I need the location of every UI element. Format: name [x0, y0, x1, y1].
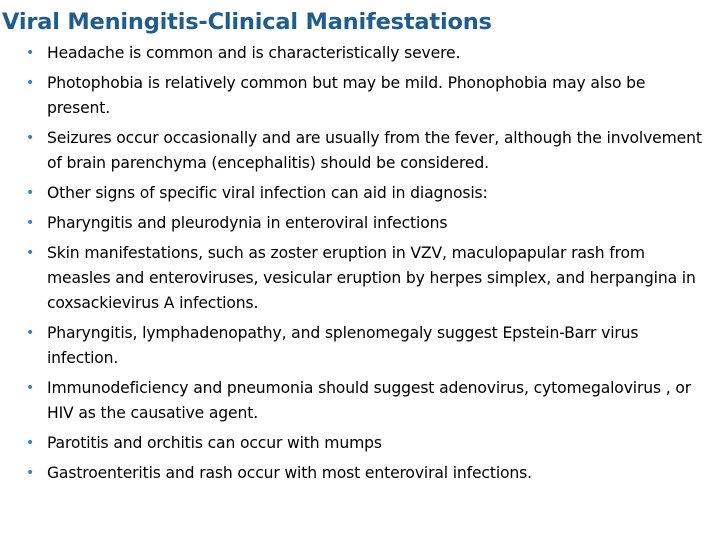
bullet-item — [26, 41, 706, 66]
bullet-dot-icon: • — [26, 465, 35, 481]
bullet-item — [26, 431, 706, 456]
bullet-dot-icon: • — [26, 380, 35, 396]
bullet-dot-icon: • — [26, 75, 35, 91]
bullet-dot-icon: • — [26, 435, 35, 451]
bullet-dot-icon: • — [26, 325, 35, 341]
bullet-dot-icon: • — [26, 45, 35, 61]
bullet-text: Skin manifestations, such as zoster eruption in VZV, maculopapular rash from measles and enteroviruses, vesicular eruption by herpes simplex, and herpangina in coxsackievirus A infections. — [47, 244, 696, 312]
bullet-dot-icon: • — [26, 130, 35, 146]
bullet-text: Pharyngitis, lymphadenopathy, and splenomegaly suggest Epstein-Barr virus infection. — [47, 324, 639, 367]
bullet-item — [26, 376, 706, 426]
bullet-item — [26, 321, 706, 371]
slide-title: Viral Meningitis-Clinical Manifestations — [2, 9, 492, 35]
bullet-item — [26, 71, 706, 121]
bullet-text: Other signs of specific viral infection can aid in diagnosis: — [47, 184, 488, 202]
bullet-text: Pharyngitis and pleurodynia in enteroviral infections — [47, 214, 448, 232]
bullet-item — [26, 181, 706, 206]
bullet-text: Headache is common and is characteristically severe. — [47, 44, 461, 62]
bullet-text: Photophobia is relatively common but may be mild. Phonophobia may also be present. — [47, 74, 646, 117]
bullet-dot-icon: • — [26, 215, 35, 231]
bullet-text: Seizures occur occasionally and are usually from the fever, although the involvement of brain parenchyma (encephalitis) should be considered. — [47, 129, 702, 172]
bullet-item — [26, 211, 706, 236]
bullet-text: Parotitis and orchitis can occur with mumps — [47, 434, 382, 452]
bullet-item — [26, 126, 706, 176]
bullet-text: Immunodeficiency and pneumonia should suggest adenovirus, cytomegalovirus , or HIV as the causative agent. — [47, 379, 691, 422]
bullet-text: Gastroenteritis and rash occur with most enteroviral infections. — [47, 464, 532, 482]
bullet-dot-icon: • — [26, 185, 35, 201]
bullet-item — [26, 241, 706, 316]
bullet-list — [26, 41, 706, 491]
bullet-dot-icon: • — [26, 245, 35, 261]
bullet-item — [26, 461, 706, 486]
